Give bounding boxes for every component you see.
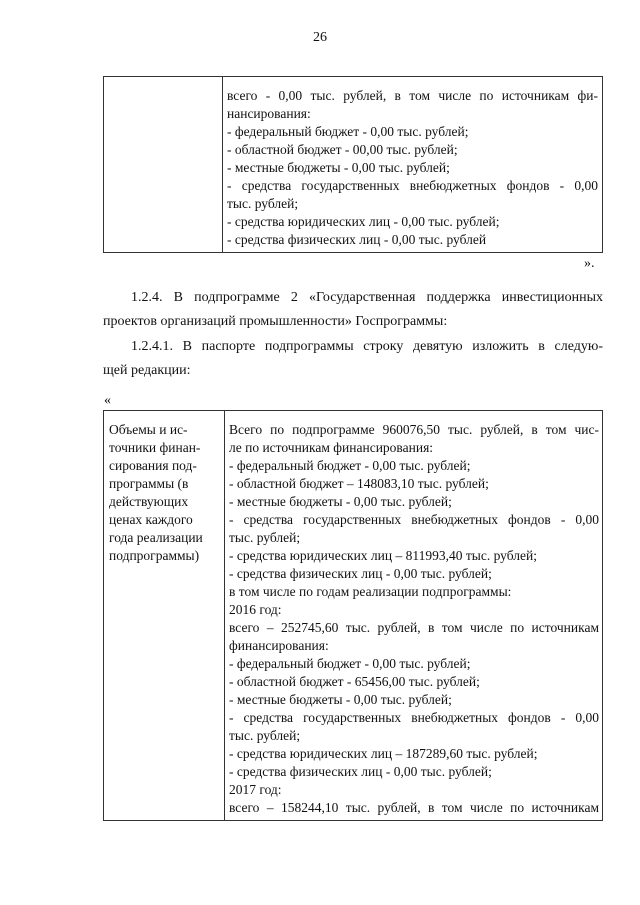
table-line: - средства физических лиц - 0,00 тыс. рублей; [229, 566, 492, 581]
table-value-cell [225, 411, 603, 821]
table-line: - местные бюджеты - 0,00 тыс. рублей; [229, 692, 452, 707]
label-line: подпрограммы) [109, 548, 200, 563]
table-line: 2016 год: [229, 602, 282, 617]
closing-quote: ». [584, 256, 595, 271]
table-line: тыс. рублей; [229, 530, 301, 545]
table-line: финансирования: [229, 638, 329, 653]
table-line: - средства государственных внебюджетных фондов - 0,00 [229, 710, 599, 725]
table-line: всего – 158244,10 тыс. рублей, в том числе по источникам [229, 800, 599, 815]
paragraph-1-2-4: 1.2.4. В подпрограмме 2 «Государственная поддержка инвестиционных [131, 290, 603, 305]
table-line: тыс. рублей; [229, 728, 301, 743]
table-line: в том числе по годам реализации подпрограммы: [229, 584, 512, 599]
table-label-cell-empty [104, 77, 223, 253]
page-number: 26 [313, 30, 327, 45]
table-line: всего - 0,00 тыс. рублей, в том числе по источникам фи- [227, 88, 598, 103]
opening-quote: « [104, 393, 111, 408]
table-line: - федеральный бюджет - 0,00 тыс. рублей; [229, 656, 471, 671]
table-line: - средства государственных внебюджетных фондов - 0,00 [227, 178, 598, 193]
label-line: года реализации [109, 530, 203, 545]
table-line: - местные бюджеты - 0,00 тыс. рублей; [227, 160, 450, 175]
table-value-cell [223, 77, 603, 253]
table-line: - средства физических лиц - 0,00 тыс. рублей [227, 232, 487, 247]
table-line: Всего по подпрограмме 960076,50 тыс. рублей, в том чис- [229, 422, 599, 437]
table-line: - средства юридических лиц - 0,00 тыс. рублей; [227, 214, 500, 229]
table-line: тыс. рублей; [227, 196, 299, 211]
table-line: 2017 год: [229, 782, 282, 797]
funding-table-subprogram [103, 410, 603, 821]
table-line: - областной бюджет – 148083,10 тыс. рублей; [229, 476, 489, 491]
table-line: - средства физических лиц - 0,00 тыс. рублей; [229, 764, 492, 779]
table-line: - федеральный бюджет - 0,00 тыс. рублей; [229, 458, 471, 473]
paragraph-1-2-4-1: 1.2.4.1. В паспорте подпрограммы строку девятую изложить в следую- [131, 339, 603, 354]
table-line: - средства юридических лиц – 187289,60 тыс. рублей; [229, 746, 538, 761]
label-line: ценах каждого [109, 512, 193, 527]
label-line: точники финан- [109, 440, 201, 455]
label-line: действующих [109, 494, 189, 509]
paragraph-1-2-4-cont: проектов организаций промышленности» Госпрограммы: [103, 314, 448, 329]
table-line: - областной бюджет - 65456,00 тыс. рублей; [229, 674, 480, 689]
table-line: - местные бюджеты - 0,00 тыс. рублей; [229, 494, 452, 509]
table-line: - областной бюджет - 00,00 тыс. рублей; [227, 142, 458, 157]
label-line: программы (в [109, 476, 189, 491]
table-line: ле по источникам финансирования: [229, 440, 434, 455]
table-line: - средства государственных внебюджетных фондов - 0,00 [229, 512, 599, 527]
table-label-cell [104, 411, 225, 821]
table-line: - средства юридических лиц – 811993,40 тыс. рублей; [229, 548, 537, 563]
funding-table-top [103, 76, 603, 253]
table-line: всего – 252745,60 тыс. рублей, в том числе по источникам [229, 620, 599, 635]
label-line: Объемы и ис- [109, 422, 188, 437]
table-line: - федеральный бюджет - 0,00 тыс. рублей; [227, 124, 469, 139]
paragraph-1-2-4-1-cont: щей редакции: [103, 363, 191, 378]
table-line: нансирования: [227, 106, 311, 121]
label-line: сирования под- [109, 458, 197, 473]
